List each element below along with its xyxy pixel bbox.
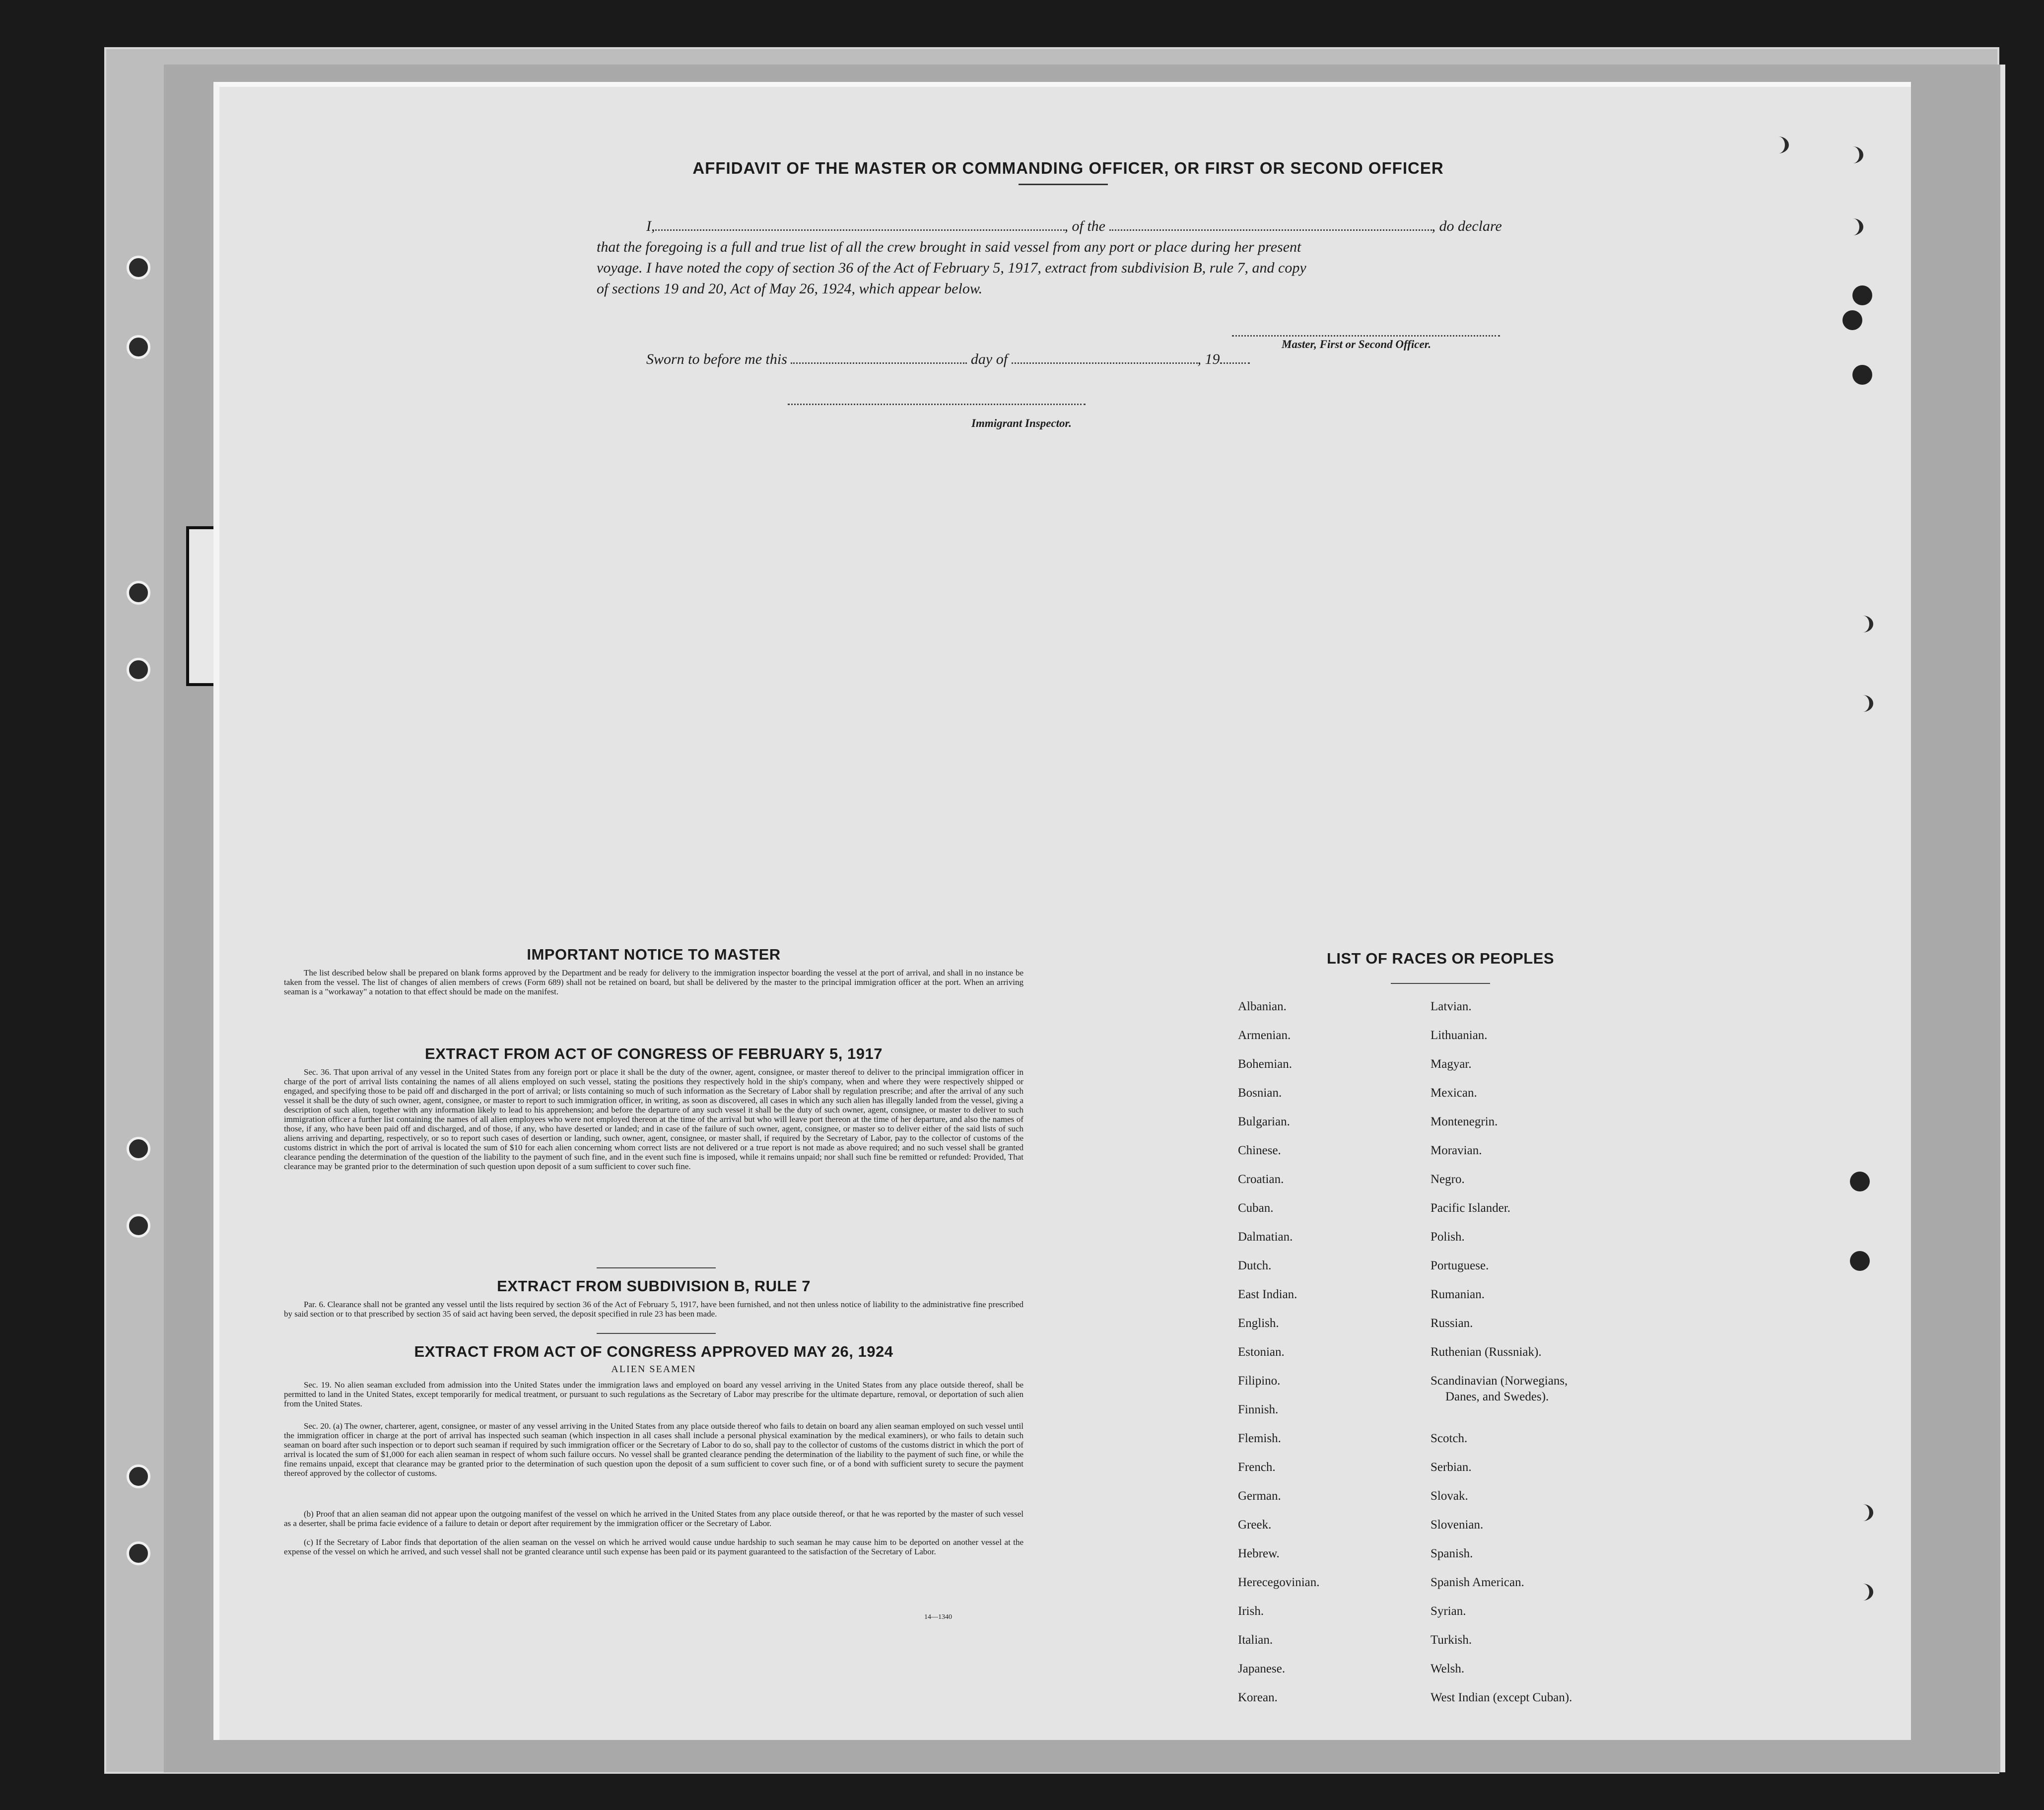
- race-item: Chinese.: [1238, 1144, 1281, 1157]
- binder-hole: [127, 1464, 150, 1488]
- affidavit-title: AFFIDAVIT OF THE MASTER OR COMMANDING OFFICER, OR FIRST OR SECOND OFFICER: [692, 159, 1444, 177]
- race-item: Dutch.: [1238, 1259, 1272, 1272]
- notice-text: The list described below shall be prepared on blank forms approved by the Department and be ready for delivery to the immigration inspector boarding the vessel at the port of arrival, and shall in no instance be taken from the vessel. The list of changes of alien members of crews (Form 689) shall not be retained on board, but shall be delivered by the master to the principal immigration officer at the port. When an arriving seaman is a "workaway" a notation to that effect should be made on the manifest.: [284, 968, 1023, 996]
- race-item: Cuban.: [1238, 1201, 1274, 1215]
- race-item: Turkish.: [1431, 1633, 1472, 1647]
- affidavit-line-1: [646, 216, 1763, 237]
- races-title-rule: [1391, 983, 1490, 984]
- race-item: Italian.: [1238, 1633, 1273, 1647]
- race-item: English.: [1238, 1317, 1279, 1330]
- sworn-prefix: Sworn to before me this: [646, 351, 787, 367]
- race-item: Filipino.: [1238, 1374, 1281, 1388]
- binder-hole: [127, 1214, 150, 1238]
- extract-rule7-text: Par. 6. Clearance shall not be granted any vessel until the lists required by section 36 of the Act of February 5, 1917, have been furnished, and not then unless notice of liability to the administrative fine prescribed by said section or to that prescribed by section 35 of said act having been served, the deposit specified in rule 23 has been made.: [284, 1300, 1023, 1319]
- punch-mark: [1768, 137, 1789, 153]
- race-item: Greek.: [1238, 1518, 1272, 1532]
- race-item: Danes, and Swedes).: [1445, 1390, 1549, 1403]
- race-item: Hebrew.: [1238, 1547, 1280, 1560]
- race-item: Polish.: [1431, 1230, 1465, 1244]
- race-item: Montenegrin.: [1431, 1115, 1498, 1128]
- binder-hole: [127, 1541, 150, 1565]
- race-item: Slovak.: [1431, 1489, 1468, 1503]
- race-item: Armenian.: [1238, 1029, 1291, 1042]
- notice-title: IMPORTANT NOTICE TO MASTER: [527, 946, 781, 963]
- extract-1924-title: EXTRACT FROM ACT OF CONGRESS APPROVED MAY 26, 1924: [414, 1343, 893, 1360]
- punch-dot: [1850, 1172, 1870, 1191]
- race-item: Finnish.: [1238, 1403, 1279, 1416]
- race-item: Korean.: [1238, 1691, 1278, 1704]
- race-item: Spanish.: [1431, 1547, 1473, 1560]
- race-item: Bosnian.: [1238, 1086, 1282, 1100]
- binder-hole: [127, 335, 150, 359]
- race-item: Japanese.: [1238, 1662, 1286, 1675]
- punch-mark: [1852, 616, 1873, 632]
- affidavit-line-4: of sections 19 and 20, Act of May 26, 1924, which appear below.: [597, 280, 983, 297]
- sworn-month-field[interactable]: [1012, 350, 1198, 364]
- binder-hole: [127, 658, 150, 682]
- extract-rule7-title: EXTRACT FROM SUBDIVISION B, RULE 7: [497, 1277, 811, 1295]
- race-item: Estonian.: [1238, 1345, 1285, 1359]
- binder-hole: [127, 1137, 150, 1161]
- race-item: Negro.: [1431, 1173, 1465, 1186]
- sec19-text: Sec. 19. No alien seaman excluded from admission into the United States under the immigration laws and employed on board any vessel arriving in the United States from any place outside thereof, shall be permitted to land in the United States, except temporarily for medical treatment, or pursuant to such regulations as the Secretary of Labor may prescribe for the ultimate departure, removal, or deportation of such alien from the United States.: [284, 1380, 1023, 1408]
- races-title: LIST OF RACES OR PEOPLES: [1326, 950, 1555, 967]
- section-rule: [597, 1267, 716, 1268]
- punch-mark: [1852, 695, 1873, 712]
- alien-seamen-subtitle: ALIEN SEAMEN: [611, 1364, 696, 1375]
- race-item: Ruthenian (Russniak).: [1431, 1345, 1542, 1359]
- race-item: Herecegovinian.: [1238, 1576, 1320, 1589]
- affidavit-of-the: , of the: [1064, 218, 1105, 234]
- punch-dot: [1842, 310, 1862, 330]
- affidavit-line-3: voyage. I have noted the copy of section 36 of the Act of February 5, 1917, extract from subdivision B, rule 7, and copy: [597, 260, 1306, 276]
- race-item: French.: [1238, 1461, 1276, 1474]
- race-item: Dalmatian.: [1238, 1230, 1293, 1244]
- race-item: Welsh.: [1431, 1662, 1465, 1675]
- inspector-label: Immigrant Inspector.: [971, 417, 1072, 429]
- race-item: Scotch.: [1431, 1432, 1468, 1445]
- vessel-field[interactable]: [1109, 217, 1432, 231]
- master-signature-line[interactable]: [1232, 335, 1500, 337]
- sworn-day-of: day of: [970, 351, 1008, 367]
- punch-mark: [1852, 1504, 1873, 1521]
- race-item: Pacific Islander.: [1431, 1201, 1511, 1215]
- document-page: [213, 82, 1911, 1740]
- punch-dot: [1852, 285, 1872, 305]
- race-item: Albanian.: [1238, 1000, 1287, 1013]
- extract-1917-title: EXTRACT FROM ACT OF CONGRESS OF FEBRUARY 5, 1917: [425, 1045, 883, 1062]
- race-item: Lithuanian.: [1431, 1029, 1488, 1042]
- sec20c-text: (c) If the Secretary of Labor finds that deportation of the alien seaman on the vessel on which he arrived would cause undue hardship to such seaman he may cause him to be deported on another vessel at the expense of the vessel on which he arrived, and such vessel shall not be granted clearance until such expense has been paid or its payment guaranteed to the satisfaction of the Secretary of Labor.: [284, 1537, 1023, 1556]
- affidavit-i: I,: [646, 218, 655, 234]
- title-rule: [1019, 184, 1108, 185]
- sworn-day-field[interactable]: [791, 350, 967, 364]
- race-item: Latvian.: [1431, 1000, 1472, 1013]
- affidavit-line-2: that the foregoing is a full and true list of all the crew brought in said vessel from any port or place during her present: [597, 239, 1301, 255]
- race-item: Bulgarian.: [1238, 1115, 1290, 1128]
- binder-hole: [127, 256, 150, 279]
- race-item: Flemish.: [1238, 1432, 1281, 1445]
- race-item: Mexican.: [1431, 1086, 1477, 1100]
- race-item: Syrian.: [1431, 1604, 1466, 1618]
- extract-1917-text: Sec. 36. That upon arrival of any vessel in the United States from any foreign port or place it shall be the duty of the owner, agent, consignee, or master thereof to deliver to the principal immigration officer in charge of the port of arrival lists containing the names of all aliens employed on such vessel, stating the positions they respectively hold in the ship's company, when and where they were respectively shipped or engaged, and specifying those to be paid off and discharged in the port of arrival; or lists containing so much of such information as the Secretary of Labor shall by regulation prescribe; and after the arrival of any such vessel it shall be the duty of such owner, agent, consignee, or master to report to such immigration officer, in writing, as soon as discovered, all cases in which any such alien has illegally landed from the vessel, giving a description of such alien, together with any information likely to lead to his apprehension; and before the departure of any such vessel it shall be the duty of such owner, agent, consignee, or master to deliver to such immigration officer a further list containing the names of all alien employees who were not employed thereon at the time of the arrival but who will leave port thereon at the time of her departure, and also the names of those, if any, who have been paid off and discharged, and of those, if any, who have deserted or landed; and in case of the failure of such owner, agent, consignee, or master so to deliver either of the said lists of such aliens arriving and departing, respectively, or so to report such cases of desertion or landing, such owner, agent, consignee, or master shall, if required by the Secretary of Labor, pay to the collector of customs of the customs district in which the port of arrival is located the sum of $10 for each alien concerning whom correct lists are not delivered or a true report is not made as above required; and no such vessel shall be granted clearance pending the determination of the question of the liability to the payment of such fine, and in the event such fine is imposed, while it remains unpaid; nor shall such fine be remitted or refunded: Provided, That clearance may be granted prior to the determination of such question upon deposit of a sum sufficient to cover such fine.: [284, 1067, 1023, 1171]
- sec20b-text: (b) Proof that an alien seaman did not appear upon the outgoing manifest of the vessel on which he arrived in the United States from any place outside thereof, or that he was reported by the master of such vessel as a deserter, shall be prima facie evidence of a failure to detain or deport after requirement by the immigration officer or the Secretary of Labor.: [284, 1509, 1023, 1528]
- race-item: Rumanian.: [1431, 1288, 1485, 1301]
- name-field[interactable]: [655, 217, 1065, 231]
- master-label: Master, First or Second Officer.: [1282, 338, 1431, 350]
- race-item: Magyar.: [1431, 1057, 1472, 1071]
- race-item: Spanish American.: [1431, 1576, 1524, 1589]
- affidavit-declare: , do declare: [1431, 218, 1502, 234]
- race-item: Croatian.: [1238, 1173, 1284, 1186]
- race-item: Scandinavian (Norwegians,: [1431, 1374, 1568, 1388]
- race-item: Portuguese.: [1431, 1259, 1489, 1272]
- sec20a-text: Sec. 20. (a) The owner, charterer, agent, consignee, or master of any vessel arriving in the United States from any place outside thereof who fails to detain on board any alien seaman employed on such vessel until the immigration officer in charge at the port of arrival has inspected such seaman (which inspection in all cases shall include a personal physical examination by the medical examiners), or who fails to detain such seaman on board after such inspection or to deport such seaman if required by such immigration officer or the Secretary of Labor to do so, shall pay to the collector of customs of the customs district in which the port of arrival is located the sum of $1,000 for each alien seaman in respect of whom such failure occurs. No vessel shall be granted clearance pending the determination of the liability to the payment of such fine, or while the fine remains unpaid, except that clearance may be granted prior to the determination of such question upon the deposit of a sum sufficient to cover such fine, or of a bond with sufficient surety to secure the payment thereof approved by the collector of customs.: [284, 1421, 1023, 1478]
- punch-mark: [1852, 1584, 1873, 1601]
- sworn-year-field[interactable]: [1220, 350, 1250, 364]
- punch-dot: [1850, 1251, 1870, 1271]
- race-item: Slovenian.: [1431, 1518, 1484, 1532]
- race-item: German.: [1238, 1489, 1281, 1503]
- sworn-year: , 19: [1197, 351, 1220, 367]
- race-item: West Indian (except Cuban).: [1431, 1691, 1572, 1704]
- race-item: East Indian.: [1238, 1288, 1297, 1301]
- form-number: 14—1340: [924, 1613, 952, 1621]
- punch-mark: [1842, 218, 1863, 235]
- race-item: Serbian.: [1431, 1461, 1472, 1474]
- race-item: Bohemian.: [1238, 1057, 1293, 1071]
- punch-dot: [1852, 365, 1872, 385]
- sworn-line: [646, 349, 1440, 370]
- inspector-signature-line[interactable]: [788, 404, 1086, 405]
- binder-hole: [127, 581, 150, 605]
- race-item: Russian.: [1431, 1317, 1473, 1330]
- section-rule: [597, 1333, 716, 1334]
- race-item: Moravian.: [1431, 1144, 1482, 1157]
- race-item: Irish.: [1238, 1604, 1264, 1618]
